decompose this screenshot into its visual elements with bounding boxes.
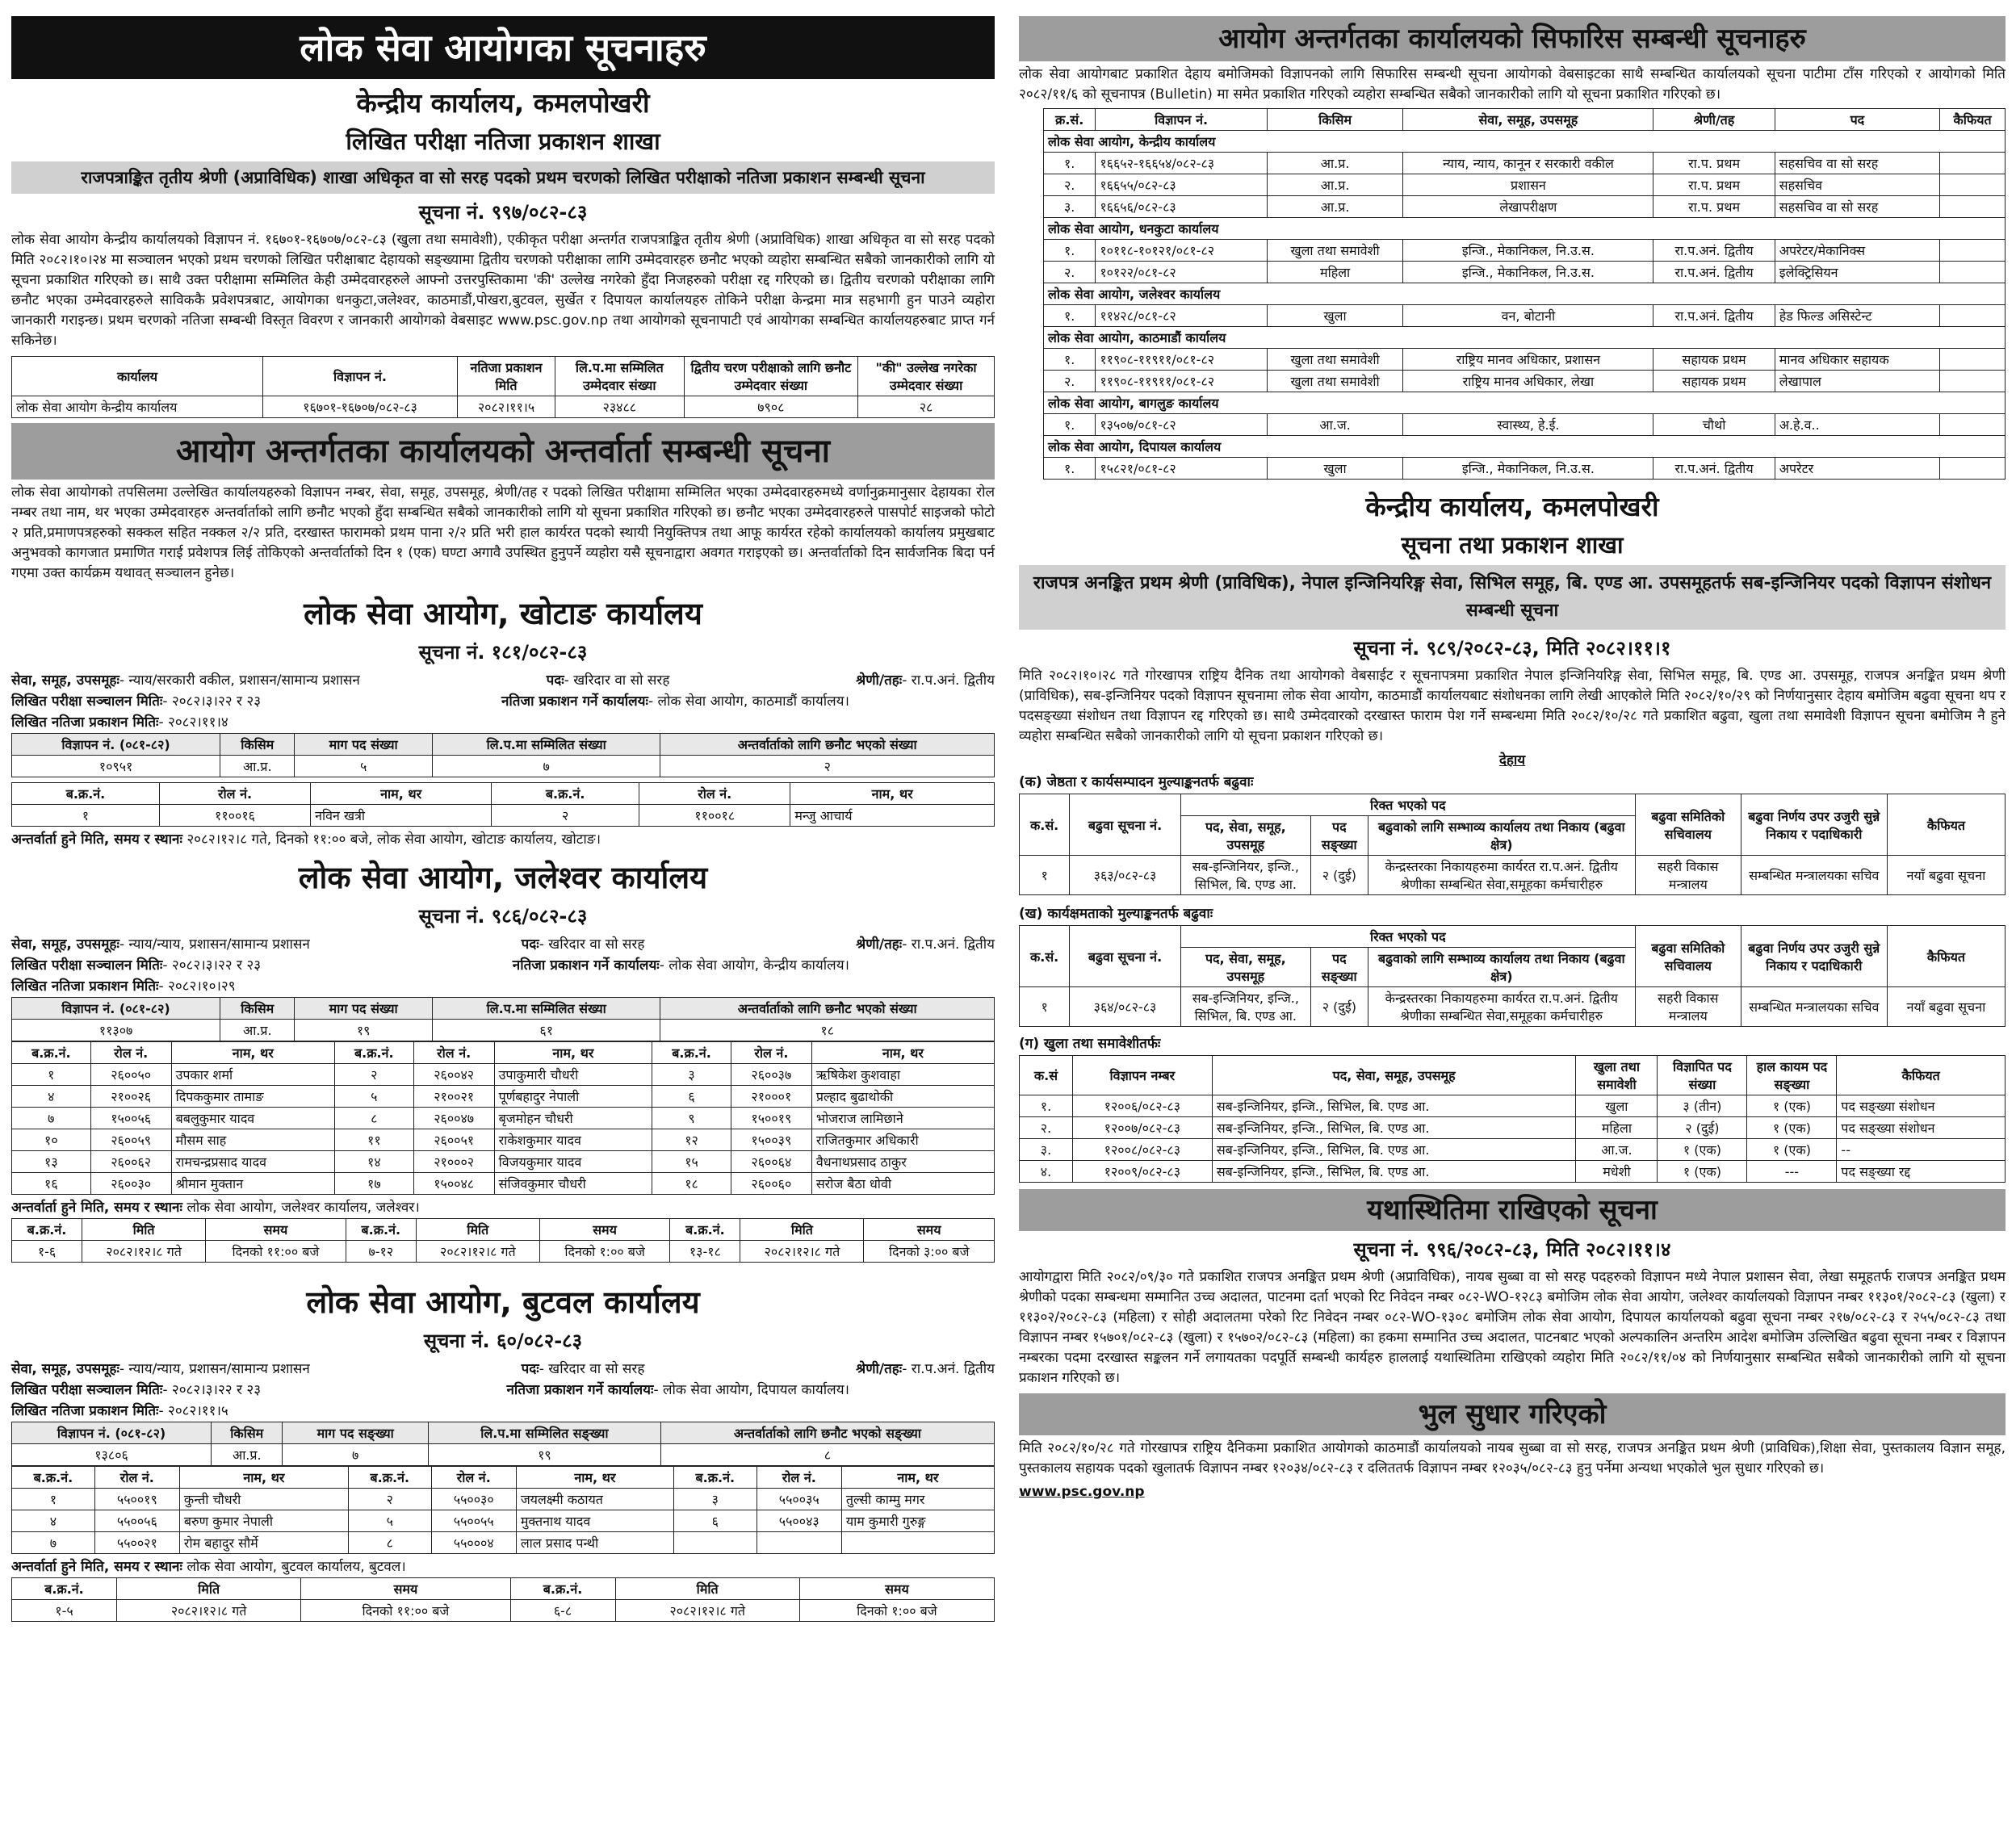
table-row: ७ ५५००२१ रोम बहादुर सौर्मे ८ ५५०००४ लाल प्रसाद पन्थी (12, 1532, 995, 1554)
table-row: ४. १२००९/०८२-८३ सब-इन्जिनियर, इन्जि., सिभिल, बि. एण्ड आ. मधेशी १ (एक) --- पद सङ्ख्या रद्द (1020, 1161, 2006, 1183)
table-row: ४ ५५००५६ बरुण कुमार नेपाली ५ ५५००५५ मुक्तनाथ यादव ६ ५५००४३ याम कुमारी गुरुङ्ग (12, 1510, 995, 1532)
butwal-meta-3: लिखित नतिजा प्रकाशन मितिः- २०८२।११।५ (11, 1403, 228, 1419)
butwal-number: सूचना नं. ६०/०८२-८३ (423, 1330, 583, 1352)
khotang-meta-3: लिखित नतिजा प्रकाशन मितिः- २०८२।११।४ (11, 714, 228, 731)
table-row: १३८०६ आ.प्र. ७ १९ ८ (12, 1444, 995, 1466)
result-notice-body: लोक सेवा आयोग केन्द्रीय कार्यालयको विज्ञापन नं. १६७०१-१६७०७/०८२-८३ (खुला तथा समावेशी), एकीकृत परीक्षा अन्तर्गत राजपत्राङ्कित तृतीय श्रेणी (अप्राविधिक) शाखा अधिकृत वा सो सरह पदको मिति २०८२।१०।२४ मा सञ्चालन भएको प्रथम चरणको लिखित परीक्षाबाट देहायको सङ्ख्यामा द्वितीय चरणको परीक्षाका लागि उम्मेदवारहरु छनौट भएको व्यहोरा सम्बन्धित सबैको जानकारीको लागि यो सूचना प्रकाशित गरिएको छ। साथै उक्त परीक्षामा सम्मिलित केही उम्मेदवारहरुले आफ्नो उत्तरपुस्तिकामा 'की' उल्लेख नगरेको हुँदा निजहरुको परीक्षा रद्द गरिएको छ। द्वितीय चरणको परीक्षाका लागि छनौट भएका उम्मेदवारहरुले साविककै प्रवेशपत्रबाट, आयोगका धनकुटा,जलेश्वर, काठमाडौं,पोखरा,बुटवल, सुर्खेत र दिपायल कार्यालयहरु तोकिने परीक्षा केन्द्रमा मात्र सहभागी हुन पाउने व्यहोरा जानकारी गराइन्छ। प्रथम चरणको नतिजा सम्बन्धी विस्तृत विवरण र जानकारी आयोगको वेबसाइट www.psc.gov.np तथा आयोगको सूचनापाटी एवं आयोगका सम्बन्धित कार्यालयहरुबाट प्राप्त गर्न सकिनेछ। (11, 232, 995, 349)
status-quo-number: सूचना नं. ९९६/२०८२-८३, मिति २०८२।११।४ (1353, 1238, 1671, 1261)
jaleshwar-candidate-table: ब.क्र.नं. रोल नं. नाम, थर ब.क्र.नं. रोल नं. नाम, थर ब.क्र.नं. रोल नं. नाम, थर १ २६००५० उपकार शर्मा २ २६००४२ उपाकुमारी चौधरी ३ २६००३७ ऋषिकेश कुशवाहा ४ २१००२६ दिपककुमार तामाङ ५ २१००२१ पूर्णबहादुर नेपाली ६ २१०००१ प्रल्हाद बुढाथोकी ७ १५००५६ बबलुकुमार यादव ८ २६००४७ बृजमोहन चौधरी ९ १५००१९ भोजराज लामिछाने १० २६००५९ मौसम साह ११ २६००५१ राकेशकुमार यादव १२ १५००३९ राजितकुमार अधिकारी १३ २६००६२ रामचन्द्रप्रसाद यादव १४ २१०००२ विजयकुमार यादव १५ २६००६४ वैधनाथप्रसाद ठाकुर १६ २६००३० श्रीमान मुक्तान १७ १५००४८ संजिवकुमार चौधरी १८ २६००६० सरोज बैठा धोवी (11, 1041, 995, 1195)
interview-body: लोक सेवा आयोगको तपसिलमा उल्लेखित कार्यालयहरुको विज्ञापन नम्बर, सेवा, समूह, उपसमूह, श्रेणी/तह र पदको लिखित परीक्षामा सम्मिलित भएका उम्मेदवारहरुमध्ये वर्णानुक्रमानुसार देहायका रोल नम्बर तथा नाम, थर भएका उम्मेदवारहरु अन्तर्वार्ताको लागि छनौट भएको हुँदा सम्बन्धित सबैको जानकारीको लागि यो सूचना प्रकाशित गरिएको छ। छनौट भएका उम्मेदवारहरुले पासपोर्ट साइजको फोटो २ प्रति,प्रमाणपत्रहरुको सक्कल सहित नक्कल २/२ प्रति, दरखास्त फारामको प्रथम पाना २/२ प्रति भरी हाल कार्यरत पदको स्थायी नियुक्तिपत्र तथा आफू कार्यरत रहेको कार्यालयको कार्यालय प्रमुखबाट अनुभवको कागजात प्रमाणित गराई प्रवेशपत्र लिई तोकिएको अन्तर्वार्ताको दिन १ (एक) घण्टा अगावै उपस्थित हुनुपर्ने व्यहोरा यसै सूचनाद्वारा अवगत गराइएको छ। अन्तर्वार्ताको दिन सार्वजनिक बिदा पर्न गएमा उक्त कार्यक्रम यथावत् सञ्चालन हुनेछ। (11, 484, 995, 581)
table-row: १३ २६००६२ रामचन्द्रप्रसाद यादव १४ २१०००२ विजयकुमार यादव १५ २६००६४ वैधनाथप्रसाद ठाकुर (12, 1151, 995, 1173)
recommendation-intro: लोक सेवा आयोगबाट प्रकाशित देहाय बमोजिमको विज्ञापनको लागि सिफारिस सम्बन्धी सूचना आयोगको वेबसाइटका साथै सम्बन्धित कार्यालयको सूचना पाटीमा टाँस गरिएको र आयोगको मिति २०८२/११/६ को सूचनापत्र (Bulletin) मा समेत प्रकाशित गरिएको व्यहोरा सम्बन्धित सबैको जानकारीको लागि यो सूचना प्रकाशित गरिएको छ। (1019, 66, 2006, 103)
table-row: १०९५१ आ.प्र. ५ ७ २ (12, 756, 995, 777)
khotang-title: लोक सेवा आयोग, खोटाङ कार्यालय (304, 596, 702, 631)
amend-body: मिति २०८२।१०।२८ गते गोरखापत्र राष्ट्रिय दैनिक तथा आयोगको वेबसाईट र सूचनापत्रमा प्रकाशित नेपाल इन्जिनियरिङ्ग सेवा, सिभिल समूह, बि. एण्ड आ. उपसमूह, राजपत्र अनङ्कित प्रथम श्रेणी (प्राविधिक), सब-इन्जिनियर पदको विज्ञापन सूचनामा लोक सेवा आयोग, काठमाडौं कार्यालयबाट संशोधनका लागि लेखी आएकोले मिति २०८२/१०/२९ को निर्णयानुसार देहाय बमोजिम बढुवा सूचना थप र पदसङ्ख्या संशोधन तथा विज्ञापन रद्द गरिएको छ। साथै उम्मेदवारको दरखास्त फाराम पेश गर्ने सम्बन्धमा मिति २०८२/१०/२८ गते प्रकाशित बढुवा, खुला तथा समावेशी विज्ञापन सूचना बमोजिम नै हुने व्यहोरा सम्बन्धित सबैको जानकारीको लागि यो सूचना प्रकाशन गरिएको छ। (1019, 668, 2006, 744)
result-notice-title: राजपत्राङ्कित तृतीय श्रेणी (अप्राविधिक) शाखा अधिकृत वा सो सरह पदको प्रथम चरणको लिखित परीक्षाको नतिजा प्रकाशन सम्बन्धी सूचना (11, 161, 995, 194)
kha-promotion-table: क.सं. बढुवा सूचना नं. रिक्त भएको पद बढुवा समितिको सचिवालय बढुवा निर्णय उपर उजुरी सुन्ने निकाय र पदाधिकारी कैफियत पद, सेवा, समूह, उपसमूह पद सङ्ख्या बढुवाको लागि सम्भाव्य कार्यालय तथा निकाय (बढुवा क्षेत्र) १ ३६४/०८२-८३ सब-इन्जिनियर, इन्जि., सिभिल, बि. एण्ड आ. २ (दुई) केन्द्रस्तरका निकायहरुमा कार्यरत रा.प.अनं. द्वितीय श्रेणीका सम्बन्धित सेवा,समूहका कर्मचारीहरु सहरी विकास मन्त्रालय सम्बन्धित मन्त्रालयका सचिव नयाँ बढुवा सूचना (1019, 925, 2006, 1027)
jaleshwar-number: सूचना नं. ९८६/०८२-८३ (418, 905, 588, 928)
table-row: २. १२००७/०८२-८३ सब-इन्जिनियर, इन्जि., सिभिल, बि. एण्ड आ. महिला २ (दुई) १ (एक) पद सङ्ख्या संशोधन (1020, 1117, 2006, 1139)
col-selected: द्वितीय चरण परीक्षाको लागि छनौट उम्मेदवार संख्या (684, 357, 857, 396)
central-office-title: केन्द्रीय कार्यालय, कमलपोखरी (356, 87, 650, 119)
jaleshwar-schedule-table: ब.क्र.नं. मिति समय ब.क्र.नं. मिति समय ब.क्र.नं. मिति समय १-६ २०८२।१२।८ गते दिनको ११:०० बजे ७-१२ २०८२।१२।८ गते दिनको १:०० बजे १३-१८ २०८२।१२।८ गते दिनको ३:०० बजे (11, 1218, 995, 1263)
col-key-missing: "की" उल्लेख नगरेका उम्मेदवार संख्या (858, 357, 995, 396)
butwal-meta-2: लिखित परीक्षा सञ्चालन मितिः- २०८२।३।२२ र २३ नतिजा प्रकाशन गर्ने कार्यालयः- लोक सेवा आयोग, दिपायल कार्यालय। (11, 1382, 849, 1398)
butwal-meta-1: सेवा, समूह, उपसमूहः- न्याय/न्याय, प्रशासन/सामान्य प्रशासन पदः- खरिदार वा सो सरह श्रेणी/तहः- रा.प.अनं. द्वितीय (11, 1361, 995, 1377)
ga-advertisement-table: क.सं विज्ञापन नम्बर पद, सेवा, समूह, उपसमूह खुला तथा समावेशी विज्ञापित पद संख्या हाल कायम पद सङ्ख्या कैफियत १. १२००६/०८२-८३ सब-इन्जिनियर, इन्जि., सिभिल, बि. एण्ड आ. खुला ३ (तीन) १ (एक) पद सङ्ख्या संशोधन २. १२००७/०८२-८३ सब-इन्जिनियर, इन्जि., सिभिल, बि. एण्ड आ. महिला २ (दुई) १ (एक) पद सङ्ख्या संशोधन ३. १२००८/०८२-८३ सब-इन्जिनियर, इन्जि., सिभिल, बि. एण्ड आ. आ.ज. १ (एक) १ (एक) -- ४. १२००९/०८२-८३ सब-इन्जिनियर, इन्जि., सिभिल, बि. एण्ड आ. मधेशी १ (एक) --- पद सङ्ख्या रद्द (1019, 1055, 2006, 1183)
info-office-title: केन्द्रीय कार्यालय, कमलपोखरी (1365, 491, 1659, 522)
khotang-interview: अन्तर्वार्ता हुने मिति, समय र स्थानः २०८२।१२।८ गते, दिनको ११:०० बजे, लोक सेवा आयोग, खोटाङ कार्यालय, खोटाङ। (11, 831, 601, 848)
table-row: ३. १२००८/०८२-८३ सब-इन्जिनियर, इन्जि., सिभिल, बि. एण्ड आ. आ.ज. १ (एक) १ (एक) -- (1020, 1139, 2006, 1161)
khotang-number: सूचना नं. १८१/०८२-८३ (418, 641, 588, 664)
recommendation-banner: आयोग अन्तर्गतका कार्यालयको सिफारिस सम्बन्धी सूचनाहरु (1019, 16, 2006, 61)
section-row: लोक सेवा आयोग, काठमाडौं कार्यालय (1044, 327, 2006, 349)
result-notice-number: सूचना नं. ९९७/०८२-८३ (418, 201, 588, 224)
khotang-meta-2: लिखित परीक्षा सञ्चालन मितिः- २०८२।३।२२ र २३ नतिजा प्रकाशन गर्ने कार्यालयः- लोक सेवा आयोग, काठमाडौं कार्यालय। (11, 693, 849, 710)
section-row: लोक सेवा आयोग, धनकुटा कार्यालय (1044, 218, 2006, 240)
result-table (11, 356, 995, 418)
table-row: २. १६६५५/०८२-८३ आ.प्र. प्रशासन रा.प. प्रथम सहसचिव (1044, 174, 2006, 196)
table-row: १. १५८२१/०८१-८२ खुला इन्जि., मेकानिकल, नि.उ.स. रा.प.अनं. द्वितीय अपरेटर (1044, 458, 2006, 480)
correction-banner: भुल सुधार गरिएको (1019, 1393, 2006, 1435)
section-row: लोक सेवा आयोग, बागलुङ कार्यालय (1044, 392, 2006, 414)
recommendation-table: क्र.सं. विज्ञापन नं. किसिम सेवा, समूह, उपसमूह श्रेणी/तह पद कैफियत लोक सेवा आयोग, केन्द्रीय कार्यालय १. १६६५२-१६६५४/०८२-८३ आ.प्र. न्याय, न्याय, कानून र सरकारी वकील रा.प. प्रथम सहसचिव वा सो सरह २. १६६५५/०८२-८३ आ.प्र. प्रशासन रा.प. प्रथम सहसचिव ३. १६६५६/०८२-८३ आ.प्र. लेखापरीक्षण रा.प. प्रथम सहसचिव वा सो सरह लोक सेवा आयोग, धनकुटा कार्यालय १. १०११८-१०१२१/०८१-८२ खुला तथा समावेशी इन्जि., मेकानिकल, नि.उ.स. रा.प.अनं. द्वितीय अपरेटर/मेकानिक्स २. १०१२२/०८१-८२ महिला इन्जि., मेकानिकल, नि.उ.स. रा.प.अनं. द्वितीय इलेक्ट्रिसियन लोक सेवा आयोग, जलेश्वर कार्यालय १. ११४२८/०८१-८२ खुला वन, बोटानी रा.प.अनं. द्वितीय हेड फिल्ड असिस्टेन्ट लोक सेवा आयोग, काठमाडौं कार्यालय १. ११९०८-११९११/०८१-८२ खुला तथा समावेशी राष्ट्रिय मानव अधिकार, प्रशासन सहायक प्रथम मानव अधिकार सहायक २. ११९०८-११९११/०८१-८२ खुला तथा समावेशी राष्ट्रिय मानव अधिकार, लेखा सहायक प्रथम लेखापाल लोक सेवा आयोग, बागलुङ कार्यालय १. १३५०७/०८१-८२ आ.ज. स्वास्थ्य, हे.ई. चौथो अ.हे.व.. लोक सेवा आयोग, दिपायल कार्यालय १. १५८२१/०८१-८२ खुला इन्जि., मेकानिकल, नि.उ.स. रा.प.अनं. द्वितीय अपरेटर (1043, 108, 2006, 480)
table-row: १-५ २०८२।१२।८ गते दिनको ११:०० बजे ६-८ २०८२।१२।८ गते दिनको १:०० बजे (12, 1600, 995, 1622)
table-row: १. ११४२८/०८१-८२ खुला वन, बोटानी रा.प.अनं. द्वितीय हेड फिल्ड असिस्टेन्ट (1044, 305, 2006, 327)
table-row: २. १०१२२/०८१-८२ महिला इन्जि., मेकानिकल, नि.उ.स. रा.प.अनं. द्वितीय इलेक्ट्रिसियन (1044, 262, 2006, 283)
info-branch-title: सूचना तथा प्रकाशन शाखा (1401, 531, 1624, 559)
left-column (11, 16, 995, 1622)
table-row: ३. १६६५६/०८२-८३ आ.प्र. लेखापरीक्षण रा.प. प्रथम सहसचिव वा सो सरह (1044, 196, 2006, 218)
table-row: ११३०७ आ.प्र. १९ ६१ १८ (12, 1020, 995, 1041)
table-row: १. ११९०८-११९११/०८१-८२ खुला तथा समावेशी राष्ट्रिय मानव अधिकार, प्रशासन सहायक प्रथम मानव अधिकार सहायक (1044, 349, 2006, 371)
ka-promotion-table: क.सं. बढुवा सूचना नं. रिक्त भएको पद बढुवा समितिको सचिवालय बढुवा निर्णय उपर उजुरी सुन्ने निकाय र पदाधिकारी कैफियत पद, सेवा, समूह, उपसमूह पद सङ्ख्या बढुवाको लागि सम्भाव्य कार्यालय तथा निकाय (बढुवा क्षेत्र) १ ३६३/०८२-८३ सब-इन्जिनियर, इन्जि., सिभिल, बि. एण्ड आ. २ (दुई) केन्द्रस्तरका निकायहरुमा कार्यरत रा.प.अनं. द्वितीय श्रेणीका सम्बन्धित सेवा,समूहका कर्मचारीहरु सहरी विकास मन्त्रालय सम्बन्धित मन्त्रालयका सचिव नयाँ बढुवा सूचना (1019, 794, 2006, 895)
psc-notices-banner: लोक सेवा आयोगका सूचनाहरु (11, 16, 995, 79)
kha-label: (ख) कार्यक्षमताको मुल्याङ्कनतर्फ बढुवाः (1019, 906, 1213, 922)
status-quo-banner: यथास्थितिमा राखिएको सूचना (1019, 1189, 2006, 1231)
table-row: १ ११००१६ नविन खत्री २ ११००१८ मन्जु आचार्य (12, 805, 995, 827)
table-row: १६ २६००३० श्रीमान मुक्तान १७ १५००४८ संजिवकुमार चौधरी १८ २६००६० सरोज बैठा धोवी (12, 1173, 995, 1195)
ga-label: (ग) खुला तथा समावेशीतर्फः (1019, 1036, 1161, 1052)
jaleshwar-interview: अन्तर्वार्ता हुने मिति, समय र स्थानः लोक सेवा आयोग, जलेश्वर कार्यालय, जलेश्वर। (11, 1200, 420, 1216)
jaleshwar-meta-3: लिखित नतिजा प्रकाशन मितिः- २०८२।१०।२९ (11, 978, 236, 995)
col-date: नतिजा प्रकाशन मिति (458, 357, 555, 396)
table-row: १. १३५०७/०८१-८२ आ.ज. स्वास्थ्य, हे.ई. चौथो अ.हे.व.. (1044, 414, 2006, 436)
jaleshwar-adv-table: विज्ञापन नं. (०८१-८२) किसिम माग पद संख्या लि.प.मा सम्मिलित संख्या अन्तर्वार्ताको लागि छनौट भएको संख्या ११३०७ आ.प्र. १९ ६१ १८ (11, 997, 995, 1041)
col-adv: विज्ञापन नं. (263, 357, 458, 396)
amend-title: राजपत्र अनङ्कित प्रथम श्रेणी (प्राविधिक), नेपाल इन्जिनियरिङ्ग सेवा, सिभिल समूह, बि. एण्ड आ. उपसमूहतर्फ सब-इन्जिनियर पदको विज्ञापन संशोधन सम्बन्धी सूचना (1019, 565, 2006, 630)
table-row: ७ १५००५६ बबलुकुमार यादव ८ २६००४७ बृजमोहन चौधरी ९ १५००१९ भोजराज लामिछाने (12, 1108, 995, 1129)
jaleshwar-title: लोक सेवा आयोग, जलेश्वर कार्यालय (298, 860, 708, 895)
table-row: १ ३६४/०८२-८३ सब-इन्जिनियर, इन्जि., सिभिल, बि. एण्ड आ. २ (दुई) केन्द्रस्तरका निकायहरुमा कार्यरत रा.प.अनं. द्वितीय श्रेणीका सम्बन्धित सेवा,समूहका कर्मचारीहरु सहरी विकास मन्त्रालय सम्बन्धित मन्त्रालयका सचिव नयाँ बढुवा सूचना (1020, 987, 2006, 1027)
butwal-adv-table: विज्ञापन नं. (०८१-८२) किसिम माग पद सङ्ख्या लि.प.मा सम्मिलित सङ्ख्या अन्तर्वार्ताको लागि छनौट भएको सङ्ख्या १३८०६ आ.प्र. ७ १९ ८ (11, 1422, 995, 1466)
table-row: १० २६००५९ मौसम साह ११ २६००५१ राकेशकुमार यादव १२ १५००३९ राजितकुमार अधिकारी (12, 1129, 995, 1151)
psc-website-link[interactable]: www.psc.gov.np (1019, 1484, 1145, 1500)
butwal-title: लोक सेवा आयोग, बुटवल कार्यालय (306, 1284, 700, 1320)
butwal-interview: अन्तर्वार्ता हुने मिति, समय र स्थानः लोक सेवा आयोग, बुटवल कार्यालय, बुटवल। (11, 1559, 406, 1575)
jaleshwar-meta-1: सेवा, समूह, उपसमूहः- न्याय/न्याय, प्रशासन/सामान्य प्रशासन पदः- खरिदार वा सो सरह श्रेणी/तहः- रा.प.अनं. द्वितीय (11, 936, 995, 953)
ka-label: (क) जेष्ठता र कार्यसम्पादन मुल्याङ्कनतर्फ बढुवाः (1019, 774, 1254, 790)
jaleshwar-meta-2: लिखित परीक्षा सञ्चालन मितिः- २०८२।३।२२ र २३ नतिजा प्रकाशन गर्ने कार्यालयः- लोक सेवा आयोग, केन्द्रीय कार्यालय। (11, 957, 849, 974)
table-row: १. १०११८-१०१२१/०८१-८२ खुला तथा समावेशी इन्जि., मेकानिकल, नि.उ.स. रा.प.अनं. द्वितीय अपरेटर/मेकानिक्स (1044, 240, 2006, 262)
khotang-adv-table: विज्ञापन नं. (०८१-८२) किसिम माग पद संख्या लि.प.मा सम्मिलित संख्या अन्तर्वार्ताको लागि छनौट भएको संख्या १०९५१ आ.प्र. ५ ७ २ (11, 733, 995, 777)
col-attended: लि.प.मा सम्मिलित उम्मेदवार संख्या (555, 357, 685, 396)
amend-number: सूचना नं. ९८९/२०८२-८३, मिति २०८२।११।१ (1353, 637, 1671, 660)
butwal-schedule-table: ब.क्र.नं. मिति समय ब.क्र.नं. मिति समय १-५ २०८२।१२।८ गते दिनको ११:०० बजे ६-८ २०८२।१२।८ गते दिनको १:०० बजे (11, 1577, 995, 1622)
section-row: लोक सेवा आयोग, दिपायल कार्यालय (1044, 436, 2006, 458)
status-quo-body: आयोगद्वारा मिति २०८२/०९/३० गते प्रकाशित राजपत्र अनङ्कित प्रथम श्रेणी (अप्राविधिक), नायब सुब्बा वा सो सरह पदहरुको विज्ञापन मध्ये नेपाल प्रशासन सेवा, लेखा समूहतर्फ राजपत्र अनङ्कित प्रथम श्रेणीको पदका सम्बन्धमा सम्मानित उच्च अदालत, पाटनमा दर्ता भएको रिट निवेदन नम्बर ०८२-WO-१२८३ बमोजिम लोक सेवा आयोग, जलेश्वर कार्यालयको विज्ञापन नम्बर ११३०१/२०८२-८३ (खुला) र ११३०२/२०८२-८३ (महिला) र सोही अदालतमा परेको रिट निवेदन नम्बर ०८२-WO-१३०८ बमोजिम लोक सेवा आयोग, दिपायल कार्यालयको बढुवा सूचना नम्बर २१७/०८२-८३ र २५५/०८२-८३ तथा विज्ञापन नम्बर १५७०१/०८२-८३ (खुला) र १५७०२/०८२-८३ (महिला) का हकमा सम्मानित उच्च अदालत, पाटनबाट भएको अल्पकालिन अन्तरिम आदेश बमोजिम उल्लिखित बढुवा सूचना नम्बर र विज्ञापन नम्बरका पदमा दरखास्त सङ्कलन गर्ने लगायतका पदपूर्ति सम्बन्धी कार्यहरु हाललाई यथास्थितिमा राखिएको व्यहोरा मिति २०८२/११/०४ को निर्णयानुसार सम्बन्धित सबैको जानकारीको लागि यो सूचना प्रकाशन गरिएको छ। (1019, 1269, 2006, 1386)
section-row: लोक सेवा आयोग, जलेश्वर कार्यालय (1044, 283, 2006, 305)
section-row: लोक सेवा आयोग, केन्द्रीय कार्यालय (1044, 131, 2006, 153)
col-office: कार्यालय (12, 357, 263, 396)
table-row: १ ५५००१९ कुन्ती चौधरी २ ५५००३० जयलक्ष्मी कठायत ३ ५५००३५ तुल्सी काम्मु मगर (12, 1489, 995, 1510)
table-row: १. १२००६/०८२-८३ सब-इन्जिनियर, इन्जि., सिभिल, बि. एण्ड आ. खुला ३ (तीन) १ (एक) पद सङ्ख्या संशोधन (1020, 1095, 2006, 1117)
right-column (1019, 16, 2006, 1500)
table-row: २. ११९०८-११९११/०८१-८२ खुला तथा समावेशी राष्ट्रिय मानव अधिकार, लेखा सहायक प्रथम लेखापाल (1044, 371, 2006, 392)
interview-banner: आयोग अन्तर्गतका कार्यालयको अन्तर्वार्ता सम्बन्धी सूचना (11, 423, 995, 480)
table-row: १ ३६३/०८२-८३ सब-इन्जिनियर, इन्जि., सिभिल, बि. एण्ड आ. २ (दुई) केन्द्रस्तरका निकायहरुमा कार्यरत रा.प.अनं. द्वितीय श्रेणीका सम्बन्धित सेवा,समूहका कर्मचारीहरु सहरी विकास मन्त्रालय सम्बन्धित मन्त्रालयका सचिव नयाँ बढुवा सूचना (1020, 856, 2006, 895)
table-row: १. १६६५२-१६६५४/०८२-८३ आ.प्र. न्याय, न्याय, कानून र सरकारी वकील रा.प. प्रथम सहसचिव वा सो सरह (1044, 153, 2006, 174)
table-row: १ २६००५० उपकार शर्मा २ २६००४२ उपाकुमारी चौधरी ३ २६००३७ ऋषिकेश कुशवाहा (12, 1064, 995, 1086)
table-row: ४ २१००२६ दिपककुमार तामाङ ५ २१००२१ पूर्णबहादुर नेपाली ६ २१०००१ प्रल्हाद बुढाथोकी (12, 1086, 995, 1108)
table-row: लोक सेवा आयोग केन्द्रीय कार्यालय १६७०१-१६७०७/०८२-८३ २०८२।११।५ २३४८८ ७९०८ २८ (12, 396, 995, 418)
table-row: १-६ २०८२।१२।८ गते दिनको ११:०० बजे ७-१२ २०८२।१२।८ गते दिनको १:०० बजे १३-१८ २०८२।१२।८ गते दिनको ३:०० बजे (12, 1241, 995, 1263)
khotang-candidate-table: ब.क्र.नं. रोल नं. नाम, थर ब.क्र.नं. रोल नं. नाम, थर १ ११००१६ नविन खत्री २ ११००१८ मन्जु आचार्य (11, 782, 995, 827)
branch-title: लिखित परीक्षा नतिजा प्रकाशन शाखा (346, 128, 660, 155)
correction-body: मिति २०८२/१०/२८ गते गोरखापत्र राष्ट्रिय दैनिकमा प्रकाशित आयोगको काठमाडौं कार्यालयको नायब सुब्बा वा सो सरह, राजपत्र अनङ्कित प्रथम श्रेणी (प्राविधिक),शिक्षा सेवा, पुस्तकालय विज्ञान समूह, पुस्तकालय सहायक पदको खुलातर्फ विज्ञापन नम्बर १२०३४/०८२-८३ र दलिततर्फ विज्ञापन नम्बर १२०३५/०८२-८३ हुनु पर्नेमा अन्यथा भएकोले भुल सुधार गरिएको छ। (1019, 1440, 2006, 1476)
dehay-label: देहाय (1498, 752, 1526, 769)
khotang-meta-1: सेवा, समूह, उपसमूहः- न्याय/सरकारी वकील, प्रशासन/सामान्य प्रशासन पदः- खरिदार वा सो सरह श्रेणी/तहः- रा.प.अनं. द्वितीय (11, 672, 995, 689)
butwal-candidate-table: ब.क्र.नं. रोल नं. नाम, थर ब.क्र.नं. रोल नं. नाम, थर ब.क्र.नं. रोल नं. नाम, थर १ ५५००१९ कुन्ती चौधरी २ ५५००३० जयलक्ष्मी कठायत ३ ५५००३५ तुल्सी काम्मु मगर ४ ५५००५६ बरुण कुमार नेपाली ५ ५५००५५ मुक्तनाथ यादव ६ ५५००४३ याम कुमारी गुरुङ्ग ७ ५५००२१ रोम बहादुर सौर्मे ८ ५५०००४ लाल प्रसाद पन्थी (11, 1466, 995, 1554)
